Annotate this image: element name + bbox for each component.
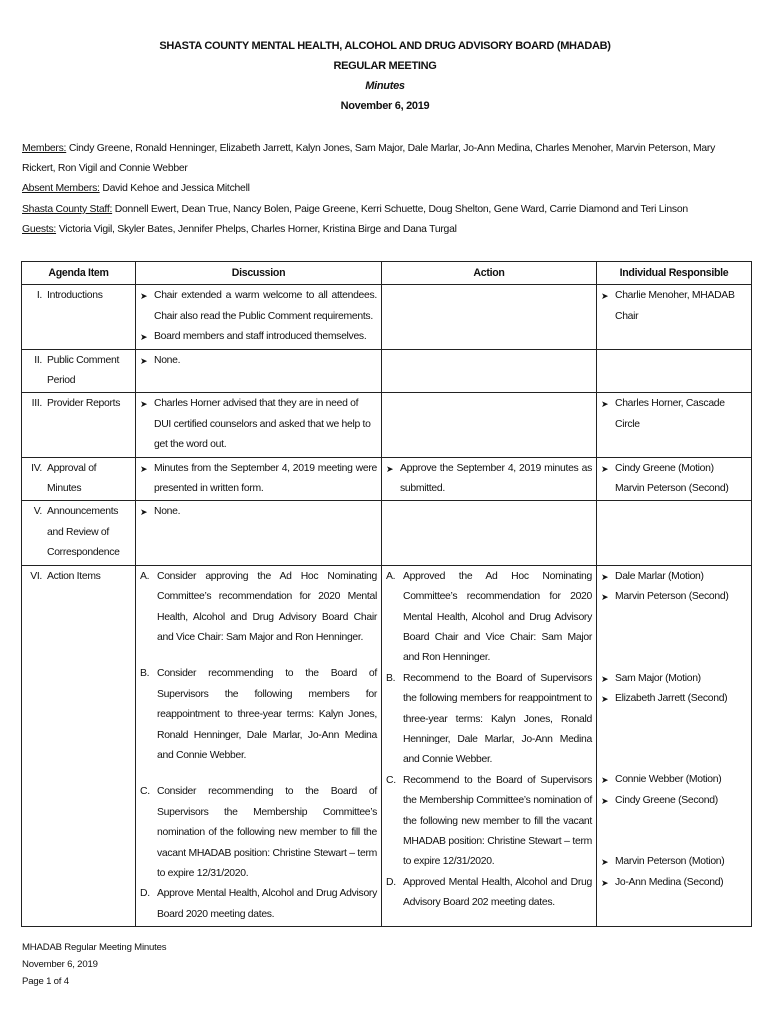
arrow-bullet-icon: ➤ <box>140 355 148 366</box>
responsible-text: Marvin Peterson (Second) <box>615 591 729 603</box>
agenda-item-cell <box>22 565 136 927</box>
action-cell <box>382 501 597 565</box>
arrow-bullet-icon: ➤ <box>601 857 609 868</box>
discussion-cell <box>136 565 382 927</box>
discussion-text: Consider recommending to the Board of Supervisors the following members for reappointment to three-year terms: Kalyn Jones, Ronald Henninger, Dale Marlar, Jo-Ann Medina and Connie Webber. <box>157 668 377 761</box>
absent-list: David Kehoe and Jessica Mitchell <box>102 183 250 194</box>
responsible-text: Cindy Greene (Second) <box>615 794 718 806</box>
item-title: Approval of Minutes <box>47 462 97 495</box>
discussion-cell <box>136 285 382 349</box>
members-line <box>22 139 750 179</box>
table-row <box>22 393 752 457</box>
responsible-cell <box>597 349 752 393</box>
responsible-cell <box>597 285 752 349</box>
subitem-letter: D. <box>140 888 150 900</box>
header-agenda-item: Agenda Item <box>22 262 136 285</box>
board-title: SHASTA COUNTY MENTAL HEALTH, ALCOHOL AND DRUG ADVISORY BOARD (MHADAB) <box>159 40 611 52</box>
responsible-text: Marvin Peterson (Motion) <box>615 856 725 868</box>
staff-label: Shasta County Staff: <box>22 204 113 215</box>
arrow-bullet-icon: ➤ <box>601 399 609 410</box>
responsible-text: Charlie Menoher, MHADAB Chair <box>615 290 735 322</box>
responsible-text: Jo-Ann Medina (Second) <box>615 876 724 888</box>
responsible-text: Cindy Greene (Motion) <box>615 462 714 474</box>
subitem-letter: D. <box>386 876 396 888</box>
item-number: V. <box>33 506 42 518</box>
responsible-text: Elizabeth Jarrett (Second) <box>615 692 728 704</box>
agenda-item-cell <box>22 349 136 393</box>
members-label: Members: <box>22 143 67 154</box>
arrow-bullet-icon: ➤ <box>140 332 148 343</box>
table-row <box>22 457 752 501</box>
footer-date: November 6, 2019 <box>22 959 98 970</box>
discussion-text: Approve Mental Health, Alcohol and Drug Advisory Board 2020 meeting dates. <box>157 888 377 920</box>
responsible-text: Marvin Peterson (Second) <box>615 483 729 495</box>
item-title: Provider Reports <box>47 398 121 410</box>
item-title: Announcements and Review of Correspondence <box>47 506 120 559</box>
staff-list: Donnell Ewert, Dean True, Nancy Bolen, Paige Greene, Kerri Schuette, Doug Shelton, Gene Ward, Carrie Diamond and Teri Linson <box>114 204 688 215</box>
page-number: Page 1 of 4 <box>22 976 69 987</box>
guests-label: Guests: <box>22 224 57 235</box>
discussion-cell <box>136 457 382 501</box>
action-cell <box>382 349 597 393</box>
staff-line <box>22 200 750 220</box>
action-text: Approved the Ad Hoc Nominating Committee’s recommendation for 2020 Mental Health, Alcohol and Drug Advisory Board Chair and Vice Chair: Sam Major and Ron Henninger. <box>403 570 592 664</box>
table-row <box>22 285 752 349</box>
item-title: Introductions <box>47 290 103 302</box>
item-number: II. <box>34 354 42 366</box>
responsible-cell <box>597 457 752 501</box>
discussion-cell <box>136 349 382 393</box>
discussion-text: Board members and staff introduced themselves. <box>154 331 367 343</box>
absent-label: Absent Members: <box>22 183 100 194</box>
agenda-item-cell <box>22 285 136 349</box>
item-title: Action Items <box>47 570 101 582</box>
header-discussion: Discussion <box>136 262 382 285</box>
arrow-bullet-icon: ➤ <box>140 507 148 518</box>
guests-line <box>22 220 750 240</box>
arrow-bullet-icon: ➤ <box>140 291 148 302</box>
members-list: Cindy Greene, Ronald Henninger, Elizabeth Jarrett, Kalyn Jones, Sam Major, Dale Marlar, Jo-Ann Medina, Charles Menoher, Marvin Peterson, Mary Rickert, Ron Vigil and Connie Webber <box>22 143 716 174</box>
arrow-bullet-icon: ➤ <box>601 673 609 684</box>
discussion-text: Minutes from the September 4, 2019 meeting were presented in written form. <box>154 462 377 495</box>
table-row <box>22 349 752 393</box>
absent-line <box>22 179 750 199</box>
discussion-text: Consider approving the Ad Hoc Nominating Committee’s recommendation for 2020 Mental Health, Alcohol and Drug Advisory Board Chair and Vice Chair: Sam Major and Ron Henninger. <box>157 570 377 643</box>
arrow-bullet-icon: ➤ <box>601 291 609 302</box>
item-number: IV. <box>31 462 42 474</box>
action-text: Recommend to the Board of Supervisors the following members for reappointment to three-year terms: Kalyn Jones, Ronald Henninger, Dale Marlar, Jo-Ann Medina and Connie Webber. <box>403 672 592 766</box>
arrow-bullet-icon: ➤ <box>601 795 609 806</box>
discussion-text: Consider recommending to the Board of Supervisors the Membership Committee’s nomination of the following new member to fill the vacant MHADAB position: Christine Stewart – term to expire 12/31/2020. <box>157 786 377 879</box>
action-cell <box>382 285 597 349</box>
arrow-bullet-icon: ➤ <box>601 571 609 582</box>
responsible-text: Charles Horner, Cascade Circle <box>615 398 725 430</box>
action-text: Approve the September 4, 2019 minutes as submitted. <box>400 462 592 495</box>
item-number: III. <box>31 398 42 410</box>
footer <box>22 939 166 990</box>
agenda-table <box>21 261 752 927</box>
agenda-item-cell <box>22 501 136 565</box>
guests-list: Victoria Vigil, Skyler Bates, Jennifer Phelps, Charles Horner, Kristina Birge and Dana Turgal <box>58 224 457 235</box>
discussion-text: Charles Horner advised that they are in need of DUI certified counselors and asked that we help to get the word out. <box>154 398 371 451</box>
action-cell <box>382 393 597 457</box>
arrow-bullet-icon: ➤ <box>140 463 148 474</box>
action-cell <box>382 565 597 927</box>
agenda-item-cell <box>22 457 136 501</box>
subitem-letter: B. <box>140 668 150 680</box>
footer-title: MHADAB Regular Meeting Minutes <box>22 942 167 953</box>
header-responsible: Individual Responsible <box>597 262 752 285</box>
arrow-bullet-icon: ➤ <box>601 775 609 786</box>
arrow-bullet-icon: ➤ <box>601 463 609 474</box>
discussion-text: Chair extended a warm welcome to all attendees. Chair also read the Public Comment requirements. <box>154 290 377 322</box>
meeting-type: REGULAR MEETING <box>333 60 437 72</box>
subitem-letter: B. <box>386 672 396 684</box>
subitem-letter: C. <box>140 786 150 798</box>
item-title: Public Comment Period <box>47 354 120 387</box>
subitem-letter: A. <box>140 570 150 582</box>
agenda-item-cell <box>22 393 136 457</box>
item-number: I. <box>36 290 42 302</box>
item-number: VI. <box>30 570 42 582</box>
discussion-cell <box>136 501 382 565</box>
table-row <box>22 565 752 927</box>
discussion-text: None. <box>154 354 181 366</box>
subitem-letter: C. <box>386 774 396 786</box>
discussion-cell <box>136 393 382 457</box>
action-cell <box>382 457 597 501</box>
table-header-row <box>22 262 752 285</box>
responsible-cell <box>597 565 752 927</box>
responsible-text: Connie Webber (Motion) <box>615 774 722 786</box>
header-action: Action <box>382 262 597 285</box>
arrow-bullet-icon: ➤ <box>601 592 609 603</box>
table-row <box>22 501 752 565</box>
subitem-letter: A. <box>386 570 396 582</box>
responsible-text: Sam Major (Motion) <box>615 672 701 684</box>
arrow-bullet-icon: ➤ <box>601 693 609 704</box>
action-text: Approved Mental Health, Alcohol and Drug Advisory Board 202 meeting dates. <box>403 876 592 909</box>
arrow-bullet-icon: ➤ <box>601 877 609 888</box>
document-type: Minutes <box>365 80 405 92</box>
arrow-bullet-icon: ➤ <box>140 399 148 410</box>
discussion-text: None. <box>154 506 181 518</box>
responsible-text: Dale Marlar (Motion) <box>615 570 704 582</box>
meeting-date: November 6, 2019 <box>340 100 430 112</box>
arrow-bullet-icon: ➤ <box>386 463 394 474</box>
responsible-cell <box>597 501 752 565</box>
responsible-cell <box>597 393 752 457</box>
action-text: Recommend to the Board of Supervisors the Membership Committee’s nomination of the following new member to fill the vacant MHADAB position: Christine Stewart – term to expire 12/31/2020. <box>403 774 592 868</box>
